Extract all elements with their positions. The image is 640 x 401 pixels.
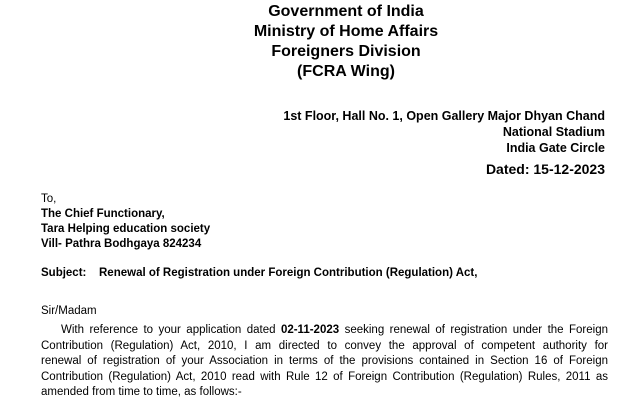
- header-ministry: Ministry of Home Affairs: [253, 23, 439, 40]
- recipient-title: The Chief Functionary,: [41, 208, 165, 220]
- letter-date: Dated: 15-12-2023: [485, 161, 605, 177]
- body-line-3: renewal of registration of your Association in terms of the provisions contained in Section 16 of Foreign: [41, 355, 608, 367]
- recipient-address: Vill- Pathra Bodhgaya 824234: [41, 238, 202, 250]
- address-line-2: National Stadium: [502, 125, 605, 139]
- header-division: Foreigners Division: [271, 43, 421, 60]
- body-line-4: Contribution (Regulation) Act, 2010 read with Rule 12 of Foreign Contribution (Regulation) Rules, 2011 as: [41, 370, 608, 383]
- body-line-1-pre: With reference to your application dated: [61, 324, 281, 336]
- office-address: [283, 108, 605, 156]
- recipient-organization: Tara Helping education society: [41, 223, 211, 235]
- body-paragraph: [41, 323, 608, 401]
- recipient-block: [41, 192, 210, 252]
- body-line-5: amended from time to time, as follows:-: [41, 386, 242, 398]
- body-line-2: Contribution (Regulation) Act, 2010, I am directed to convey the approval of competent authority for: [41, 339, 608, 352]
- subject-label: Subject:: [41, 267, 87, 279]
- letter-header: [0, 2, 640, 82]
- subject-text: Renewal of Registration under Foreign Contribution (Regulation) Act,: [99, 267, 478, 279]
- subject-line: [41, 267, 477, 279]
- recipient-to: To,: [41, 193, 57, 205]
- body-line-1-post: seeking renewal of registration under the Foreign: [339, 324, 608, 336]
- header-wing: (FCRA Wing): [297, 63, 395, 80]
- salutation: Sir/Madam: [41, 305, 97, 317]
- header-government: Government of India: [268, 3, 424, 20]
- address-line-1: 1st Floor, Hall No. 1, Open Gallery Major Dhyan Chand: [283, 109, 605, 123]
- application-date: 02-11-2023: [280, 324, 340, 336]
- address-line-3: India Gate Circle: [506, 141, 605, 155]
- body-line-1: [41, 323, 608, 339]
